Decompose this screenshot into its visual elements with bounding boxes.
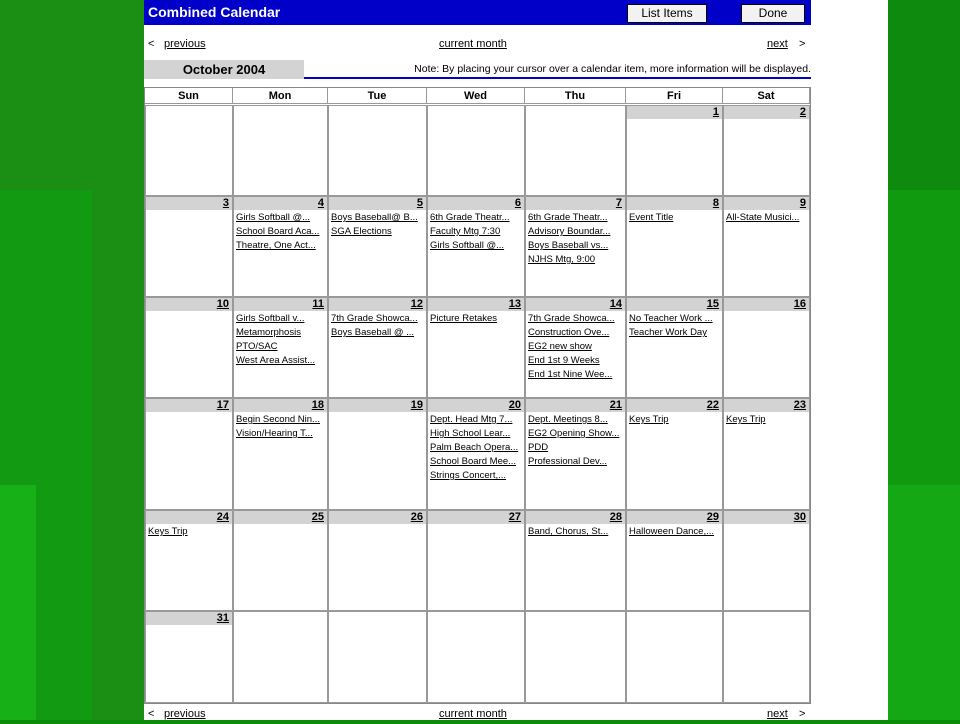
- event-list: [331, 212, 424, 240]
- day-number[interactable]: 12: [329, 298, 426, 311]
- day-number[interactable]: 6: [428, 197, 524, 210]
- event-link[interactable]: Metamorphosis: [236, 327, 301, 338]
- day-cell-23[interactable]: [723, 398, 810, 510]
- day-cell-28[interactable]: [525, 510, 626, 611]
- day-cell-4[interactable]: [233, 196, 328, 297]
- day-cell-29[interactable]: [626, 510, 723, 611]
- event-link[interactable]: Theatre, One Act...: [236, 240, 316, 251]
- event-list: [430, 414, 522, 484]
- day-cell-26[interactable]: [328, 510, 427, 611]
- event-list: [629, 212, 720, 226]
- event-list: [331, 313, 424, 341]
- weekday-header-fri: Fri: [626, 88, 723, 104]
- list-items-button[interactable]: List Items: [627, 4, 707, 23]
- day-number[interactable]: 27: [428, 511, 524, 524]
- event-link[interactable]: School Board Mee...: [430, 456, 517, 467]
- weekday-header-tue: Tue: [328, 88, 427, 104]
- month-header: [144, 60, 811, 79]
- day-number[interactable]: 22: [627, 399, 722, 412]
- event-list: [236, 212, 325, 254]
- event-link[interactable]: Professional Dev...: [528, 456, 608, 467]
- event-link[interactable]: Strings Concert,...: [430, 470, 507, 481]
- month-title: October 2004: [144, 60, 304, 79]
- month-nav-top: [144, 38, 811, 54]
- day-cell-3[interactable]: [145, 196, 233, 297]
- event-link[interactable]: Band, Chorus, St...: [528, 526, 609, 537]
- hover-note: Note: By placing your cursor over a calendar item, more information will be displayed.: [414, 63, 811, 75]
- current-month-link[interactable]: current month: [439, 708, 507, 720]
- event-link[interactable]: End 1st 9 Weeks: [528, 355, 600, 366]
- day-number[interactable]: 1: [627, 106, 722, 119]
- prev-arrow[interactable]: <: [148, 708, 155, 720]
- day-number[interactable]: 11: [234, 298, 327, 311]
- day-cell-8[interactable]: [626, 196, 723, 297]
- event-link[interactable]: School Board Aca...: [236, 226, 320, 237]
- event-link[interactable]: Halloween Dance,...: [629, 526, 715, 537]
- day-cell-20[interactable]: [427, 398, 525, 510]
- day-cell-empty: [427, 611, 525, 703]
- day-cell-empty: [626, 611, 723, 703]
- day-cell-11[interactable]: [233, 297, 328, 398]
- day-number[interactable]: 3: [146, 197, 232, 210]
- event-link[interactable]: Advisory Boundar...: [528, 226, 611, 237]
- day-cell-6[interactable]: [427, 196, 525, 297]
- event-link[interactable]: SGA Elections: [331, 226, 392, 237]
- day-cell-17[interactable]: [145, 398, 233, 510]
- weekday-header-mon: Mon: [233, 88, 328, 104]
- event-link[interactable]: Faculty Mtg 7:30: [430, 226, 501, 237]
- event-list: [629, 313, 720, 341]
- event-list: [726, 414, 807, 428]
- day-number[interactable]: 29: [627, 511, 722, 524]
- day-number[interactable]: 4: [234, 197, 327, 210]
- day-cell-16[interactable]: [723, 297, 810, 398]
- day-cell-31[interactable]: [145, 611, 233, 703]
- day-cell-empty: [145, 105, 233, 196]
- next-link[interactable]: next: [767, 708, 788, 720]
- title-bar: [144, 0, 811, 25]
- current-month-link[interactable]: current month: [439, 38, 507, 50]
- event-link[interactable]: Boys Baseball vs...: [528, 240, 609, 251]
- event-link[interactable]: Palm Beach Opera...: [430, 442, 519, 453]
- day-number[interactable]: 17: [146, 399, 232, 412]
- previous-link[interactable]: previous: [164, 708, 206, 720]
- month-divider: [304, 77, 811, 79]
- month-nav-bottom: [144, 708, 811, 724]
- event-link[interactable]: Picture Retakes: [430, 313, 498, 324]
- event-link[interactable]: 6th Grade Theatr...: [528, 212, 608, 223]
- day-cell-empty: [723, 611, 810, 703]
- next-arrow[interactable]: >: [799, 708, 806, 720]
- day-number[interactable]: 13: [428, 298, 524, 311]
- event-link[interactable]: Dept. Meetings 8...: [528, 414, 608, 425]
- event-list: [148, 526, 230, 540]
- day-number[interactable]: 21: [526, 399, 625, 412]
- day-cell-2[interactable]: [723, 105, 810, 196]
- day-cell-25[interactable]: [233, 510, 328, 611]
- event-list: [528, 212, 623, 268]
- event-link[interactable]: NJHS Mtg, 9:00: [528, 254, 596, 265]
- weekday-header-wed: Wed: [427, 88, 525, 104]
- previous-link[interactable]: previous: [164, 38, 206, 50]
- day-cell-empty: [525, 611, 626, 703]
- event-link[interactable]: 6th Grade Theatr...: [430, 212, 510, 223]
- day-cell-1[interactable]: [626, 105, 723, 196]
- day-number[interactable]: 24: [146, 511, 232, 524]
- day-cell-7[interactable]: [525, 196, 626, 297]
- event-list: [430, 313, 522, 327]
- background-right-step-low: [888, 485, 960, 720]
- event-link[interactable]: Keys Trip: [629, 414, 669, 425]
- day-number[interactable]: 25: [234, 511, 327, 524]
- event-link[interactable]: Boys Baseball@ B...: [331, 212, 418, 223]
- day-cell-14[interactable]: [525, 297, 626, 398]
- weekday-header-sun: Sun: [145, 88, 233, 104]
- day-number[interactable]: 2: [724, 106, 809, 119]
- next-link[interactable]: next: [767, 38, 788, 50]
- event-link[interactable]: EG2 new show: [528, 341, 592, 352]
- event-link[interactable]: Keys Trip: [726, 414, 766, 425]
- day-number[interactable]: 20: [428, 399, 524, 412]
- event-list: [528, 526, 623, 540]
- event-link[interactable]: PTO/SAC: [236, 341, 278, 352]
- day-number[interactable]: 31: [146, 612, 232, 625]
- calendar-window: [144, 0, 888, 720]
- done-button[interactable]: Done: [741, 4, 805, 23]
- event-link[interactable]: Girls Softball @...: [430, 240, 505, 251]
- day-cell-empty: [233, 611, 328, 703]
- day-cell-empty: [328, 611, 427, 703]
- event-link[interactable]: West Area Assist...: [236, 355, 316, 366]
- day-number[interactable]: 15: [627, 298, 722, 311]
- day-cell-empty: [233, 105, 328, 196]
- day-number[interactable]: 16: [724, 298, 809, 311]
- event-link[interactable]: Girls Softball v...: [236, 313, 305, 324]
- event-link[interactable]: 7th Grade Showca...: [528, 313, 615, 324]
- event-list: [726, 212, 807, 226]
- event-list: [236, 313, 325, 369]
- day-cell-12[interactable]: [328, 297, 427, 398]
- event-list: [236, 414, 325, 442]
- day-number[interactable]: 14: [526, 298, 625, 311]
- day-cell-5[interactable]: [328, 196, 427, 297]
- event-link[interactable]: Keys Trip: [148, 526, 188, 537]
- event-link[interactable]: Vision/Hearing T...: [236, 428, 313, 439]
- day-cell-empty: [427, 105, 525, 196]
- event-link[interactable]: End 1st Nine Wee...: [528, 369, 613, 380]
- event-link[interactable]: Girls Softball @...: [236, 212, 311, 223]
- day-cell-15[interactable]: [626, 297, 723, 398]
- event-link[interactable]: Boys Baseball @ ...: [331, 327, 415, 338]
- event-link[interactable]: Teacher Work Day: [629, 327, 707, 338]
- day-cell-19[interactable]: [328, 398, 427, 510]
- day-number[interactable]: 30: [724, 511, 809, 524]
- day-number[interactable]: 10: [146, 298, 232, 311]
- event-list: [430, 212, 522, 254]
- day-cell-9[interactable]: [723, 196, 810, 297]
- event-link[interactable]: Construction Ove...: [528, 327, 610, 338]
- calendar-grid: [144, 87, 811, 704]
- day-number[interactable]: 26: [329, 511, 426, 524]
- event-link[interactable]: Begin Second Nin...: [236, 414, 320, 425]
- day-number[interactable]: 28: [526, 511, 625, 524]
- event-list: [629, 414, 720, 428]
- event-list: [629, 526, 720, 540]
- day-number[interactable]: 18: [234, 399, 327, 412]
- prev-arrow[interactable]: <: [148, 38, 155, 50]
- day-cell-10[interactable]: [145, 297, 233, 398]
- event-link[interactable]: PDD: [528, 442, 549, 453]
- day-cell-empty: [525, 105, 626, 196]
- day-cell-13[interactable]: [427, 297, 525, 398]
- day-number[interactable]: 7: [526, 197, 625, 210]
- day-number[interactable]: 23: [724, 399, 809, 412]
- event-link[interactable]: 7th Grade Showca...: [331, 313, 418, 324]
- event-link[interactable]: Dept. Head Mtg 7...: [430, 414, 513, 425]
- event-list: [528, 313, 623, 383]
- day-number[interactable]: 5: [329, 197, 426, 210]
- event-link[interactable]: All-State Musici...: [726, 212, 800, 223]
- day-cell-21[interactable]: [525, 398, 626, 510]
- next-arrow[interactable]: >: [799, 38, 806, 50]
- weekday-header-thu: Thu: [525, 88, 626, 104]
- day-cell-24[interactable]: [145, 510, 233, 611]
- day-cell-18[interactable]: [233, 398, 328, 510]
- background-left-step-low: [0, 485, 36, 720]
- event-link[interactable]: Event Title: [629, 212, 674, 223]
- day-number[interactable]: 9: [724, 197, 809, 210]
- weekday-header-sat: Sat: [723, 88, 810, 104]
- event-link[interactable]: EG2 Opening Show...: [528, 428, 620, 439]
- event-link[interactable]: No Teacher Work ...: [629, 313, 713, 324]
- day-number[interactable]: 19: [329, 399, 426, 412]
- day-cell-22[interactable]: [626, 398, 723, 510]
- event-list: [528, 414, 623, 470]
- window-title: Combined Calendar: [148, 4, 281, 20]
- event-link[interactable]: High School Lear...: [430, 428, 511, 439]
- day-cell-empty: [328, 105, 427, 196]
- day-cell-30[interactable]: [723, 510, 810, 611]
- day-cell-27[interactable]: [427, 510, 525, 611]
- day-number[interactable]: 8: [627, 197, 722, 210]
